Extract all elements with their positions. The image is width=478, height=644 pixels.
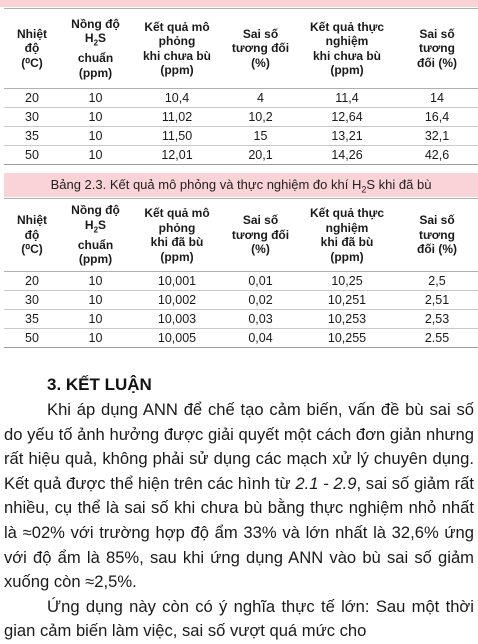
table-cell: 0,01	[223, 272, 298, 291]
table-row	[4, 310, 478, 329]
table-row	[4, 272, 478, 291]
table-cell: 2,53	[396, 310, 478, 329]
table-row	[4, 291, 478, 310]
table-cell: 10,001	[131, 272, 223, 291]
header-simulation-result: Kết quả mô phỏng khi đã bù (ppm)	[131, 199, 223, 272]
header-experiment-error: Sai số tương đối (%)	[396, 9, 478, 89]
header-temperature: Nhiệt độ (⁰C)	[4, 199, 60, 272]
table-cell: 10,002	[131, 291, 223, 310]
table-cell: 10,25	[298, 272, 396, 291]
table-cell: 10,003	[131, 310, 223, 329]
table-cell: 20	[4, 89, 60, 108]
table-cell: 16,4	[396, 108, 478, 127]
table-cell: 0,04	[223, 329, 298, 348]
header-simulation-error: Sai số tương đối (%)	[223, 9, 298, 89]
table-header-row	[4, 199, 478, 272]
table-cell: 10,253	[298, 310, 396, 329]
table-caption: Bảng 2.3. Kết quả mô phỏng và thực nghiệm đo khí $H_2S$ khi đã bù	[4, 173, 478, 197]
table-cell: 14	[396, 89, 478, 108]
table-cell: 0,03	[223, 310, 298, 329]
table-cell: 10	[60, 329, 131, 348]
header-simulation-result: Kết quả mô phỏng khi chưa bù (ppm)	[131, 9, 223, 89]
section-heading: 3. KẾT LUẬN	[47, 375, 152, 394]
table-cell: 10	[60, 108, 131, 127]
table-cell: 10	[60, 291, 131, 310]
table-cell: 2,51	[396, 291, 478, 310]
paragraph: Khi áp dụng ANN để chế tạo cảm biến, vấn đề bù sai số do yếu tố ảnh hưởng được giải quyết một cách đơn giản nhưng rất hiệu quả, không phải sử dụng các mạch xử lý chuyên dụng. Kết quả được thể hiện trên các hình từ 2.1 - 2.9, sai số giảm rất nhiều, cụ thể là sai số khi chưa bù bằng thực nghiệm nhỏ nhất là ≈02% với trường hợp độ ẩm 33% và lớn nhất là 32,6% ứng với độ ẩm là 85%, sau khi ứng dụng ANN vào bù sai số giảm xuống còn ≈2,5%.	[4, 400, 474, 592]
paragraph: Ứng dụng này còn có ý nghĩa thực tế lớn: Sau một thời gian cảm biến làm việc, sai số vượt quá mức cho	[4, 596, 474, 641]
table-cell: 42,6	[396, 146, 478, 165]
table-cell: 35	[4, 310, 60, 329]
table-cell: 14,26	[298, 146, 396, 165]
table-cell: 10,4	[131, 89, 223, 108]
table-cell: 12,01	[131, 146, 223, 165]
uncompensated-results-table	[4, 8, 478, 165]
table-cell: 11,02	[131, 108, 223, 127]
table-cell: 10	[60, 146, 131, 165]
section-body	[4, 398, 474, 644]
table-cell: 30	[4, 291, 60, 310]
table-cell: 11,50	[131, 127, 223, 146]
header-experiment-error: Sai số tương đối (%)	[396, 199, 478, 272]
table-row	[4, 89, 478, 108]
table-cell: 32,1	[396, 127, 478, 146]
table-cell: 0,02	[223, 291, 298, 310]
previous-caption-strip	[0, 0, 478, 7]
table-cell: 12,64	[298, 108, 396, 127]
table-cell: 10	[60, 272, 131, 291]
table-cell: 10,2	[223, 108, 298, 127]
table-cell: 2,5	[396, 272, 478, 291]
table-cell: 11,4	[298, 89, 396, 108]
table-cell: 4	[223, 89, 298, 108]
header-simulation-error: Sai số tương đối (%)	[223, 199, 298, 272]
table-row	[4, 108, 478, 127]
table-cell: 15	[223, 127, 298, 146]
header-experiment-result: Kết quả thực nghiệm khi chưa bù (ppm)	[298, 9, 396, 89]
table-cell: 10	[60, 89, 131, 108]
compensated-results-table	[4, 198, 478, 348]
table-cell: 10,255	[298, 329, 396, 348]
table-header-row	[4, 9, 478, 89]
header-temperature: Nhiệt độ (⁰C)	[4, 9, 60, 89]
table-cell: 10	[60, 310, 131, 329]
header-experiment-result: Kết quả thực nghiệm khi đã bù (ppm)	[298, 199, 396, 272]
table-cell: 10,251	[298, 291, 396, 310]
table-row	[4, 127, 478, 146]
table-cell: 30	[4, 108, 60, 127]
header-h2s-concentration: Nồng độ $H_2S$ chuẩn (ppm)	[60, 199, 131, 272]
header-h2s-concentration: Nồng độ $H_2S$ chuẩn (ppm)	[60, 9, 131, 89]
table-row	[4, 146, 478, 165]
table-cell: 20,1	[223, 146, 298, 165]
table-cell: 35	[4, 127, 60, 146]
table-cell: 13,21	[298, 127, 396, 146]
table-cell: 20	[4, 272, 60, 291]
table-cell: 10,005	[131, 329, 223, 348]
table-row	[4, 329, 478, 348]
table-cell: 50	[4, 146, 60, 165]
table-cell: 10	[60, 127, 131, 146]
table-cell: 50	[4, 329, 60, 348]
table-cell: 2.55	[396, 329, 478, 348]
